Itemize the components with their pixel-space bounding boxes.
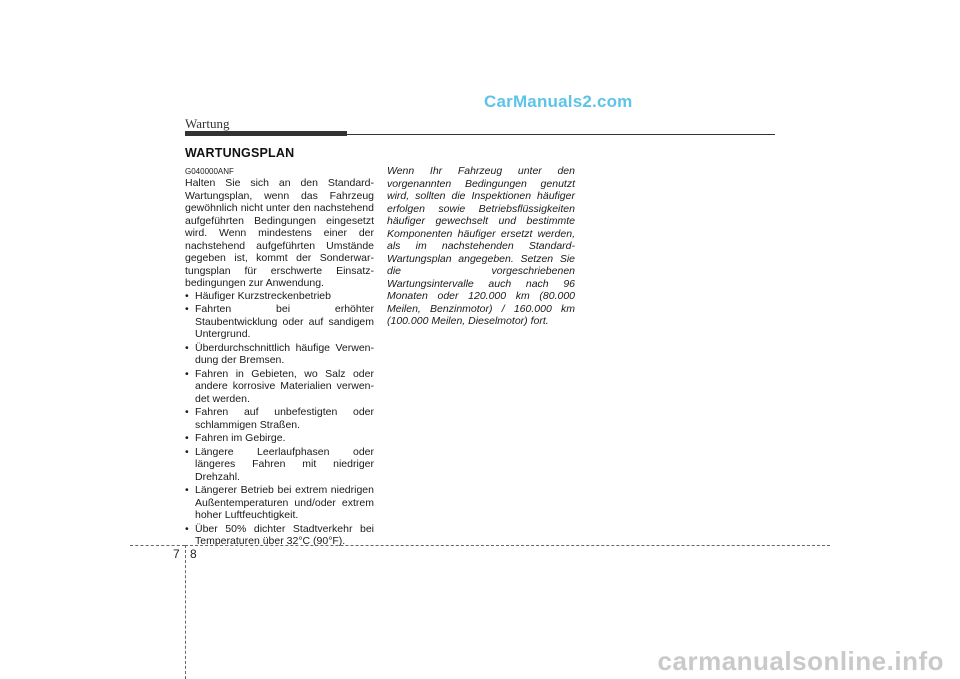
list-item-text: Fahren im Gebirge. <box>195 432 286 444</box>
left-column <box>185 177 374 549</box>
list-item <box>185 290 374 303</box>
condition-list <box>185 290 374 548</box>
bullet-icon: • <box>185 522 189 535</box>
bullet-icon: • <box>185 406 189 418</box>
footer-rule <box>185 545 830 546</box>
list-item <box>185 303 374 341</box>
chapter-number: 7 <box>173 547 180 561</box>
list-item-text: Über 50% dichter Stadtverkehr bei Temperaturen über 32°C (90°F). <box>195 522 374 547</box>
intro-paragraph: Halten Sie sich an den Standard-Wartungsplan, wenn das Fahrzeug gewöhnlich nicht unter den nachstehend aufgeführten Bedingungen eingesetzt wird. Wenn mindestens einer der nachstehend aufgeführten Umstände gegeben ist, kommt der Sonderwar-tungsplan für erschwerte Einsatz-bedingungen zur Anwendung. <box>185 177 374 289</box>
page-heading: WARTUNGSPLAN <box>185 146 295 160</box>
watermark-top: CarManuals2.com <box>484 92 633 111</box>
section-label: Wartung <box>185 116 230 131</box>
list-item-text: Häufiger Kurzstreckenbetrieb <box>195 289 331 302</box>
italic-note: Wenn Ihr Fahrzeug unter den vorgenannten Bedingungen genutzt wird, sollten die Inspektionen häufiger erfolgen sowie Betriebsflüssigkeiten häufiger gewechselt und bestimmte Komponenten häufiger ersetzt werden, als im nachstehenden Standard-Wartungsplan angegeben. Setzen Sie die vorgeschriebenen Wartungsintervalle auch nach 96 Monaten oder 120.000 km (80.000 Meilen, Benzinmotor) / 160.000 km (100.000 Meilen, Dieselmotor) fort. <box>387 165 575 327</box>
list-item <box>185 342 374 367</box>
header-bar <box>185 131 347 136</box>
list-item-text: Überdurchschnittlich häufige Verwen-dung der Bremsen. <box>195 341 374 366</box>
bullet-icon: • <box>185 303 189 315</box>
list-item-text: Fahren in Gebieten, wo Salz oder andere korrosive Materialien verwen-det werden. <box>195 367 374 405</box>
list-item-text: Fahrten bei erhöhter Staubentwicklung oder auf sandigem Untergrund. <box>195 303 374 340</box>
bullet-icon: • <box>185 445 189 458</box>
bullet-icon: • <box>185 341 189 354</box>
list-item <box>185 523 374 548</box>
list-item <box>185 368 374 406</box>
footer-divider <box>185 545 186 679</box>
footer-rule-left <box>130 545 185 546</box>
bullet-icon: • <box>185 432 189 444</box>
header-rule <box>347 134 775 135</box>
watermark-bottom: carmanualsonline.info <box>657 646 944 676</box>
bullet-icon: • <box>185 289 189 302</box>
list-item-text: Fahren auf unbefestigten oder schlammigen Straßen. <box>195 406 374 431</box>
list-item <box>185 484 374 522</box>
list-item <box>185 446 374 484</box>
doc-code: G040000ANF <box>185 167 234 176</box>
page-number: 8 <box>190 547 197 561</box>
bullet-icon: • <box>185 367 189 380</box>
list-item-text: Längerer Betrieb bei extrem niedrigen Außentemperaturen und/oder extrem hoher Luftfeuchtigkeit. <box>195 484 374 521</box>
bullet-icon: • <box>185 484 189 496</box>
list-item-text: Längere Leerlaufphasen oder längeres Fahren mit niedriger Drehzahl. <box>195 445 374 483</box>
list-item <box>185 432 374 445</box>
list-item <box>185 406 374 431</box>
